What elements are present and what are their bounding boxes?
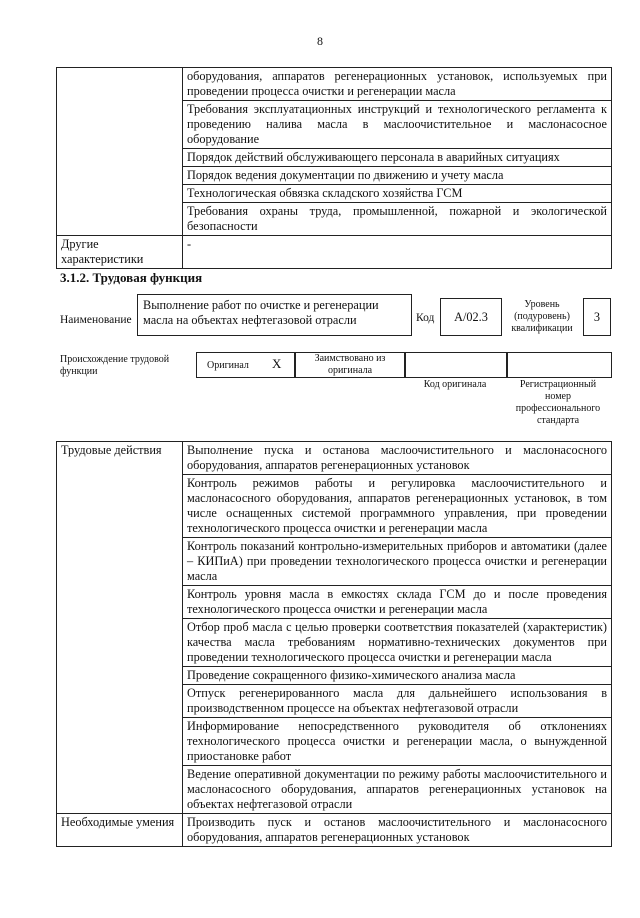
origin-label: Происхождение трудовой функции (60, 354, 170, 377)
table-row (57, 68, 612, 101)
labor-actions-label: Трудовые действия (57, 442, 183, 814)
table-cell: Требования охраны труда, промышленной, пожарной и экологической безопасности (183, 203, 612, 236)
code-value-box: А/02.3 (440, 298, 502, 336)
table-row (57, 442, 612, 475)
table-cell: оборудования, аппаратов регенерационных установок, используемых при проведении процесса очистки и регенерации масла (183, 68, 612, 101)
table-cell: Порядок ведения документации по движению и учету масла (183, 167, 612, 185)
required-skills-label: Необходимые умения (57, 814, 183, 847)
labor-action-item: Контроль уровня масла в емкостях склада ГСМ до и после проведения технологического процесса очистки и регенерации масла (183, 586, 612, 619)
labor-action-item: Проведение сокращенного физико-химического анализа масла (183, 667, 612, 685)
other-characteristics-label: Другие характеристики (57, 236, 183, 269)
table-cell: Порядок действий обслуживающего персонала в аварийных ситуациях (183, 149, 612, 167)
original-label: Оригинал (207, 360, 249, 371)
page-number: 8 (317, 34, 323, 48)
labor-action-item: Информирование непосредственного руководителя об отклонениях технологического процесса очистки и регенерации масла, о вынужденной приостановке работ (183, 718, 612, 766)
labor-action-item: Ведение оперативной документации по режиму работы маслоочистительного и маслонасосного оборудования, аппаратов регенерационных установок на объектах нефтегазовой отрасли (183, 766, 612, 814)
other-characteristics-value: - (183, 236, 612, 269)
labor-actions-table (56, 441, 612, 847)
reg-number-label: Регистрационный номер профессионального стандарта (515, 379, 601, 426)
skill-item: Производить пуск и останов маслоочистительного и маслонасосного оборудования, аппаратов регенерационных установок (183, 814, 612, 847)
origin-divider (506, 352, 508, 378)
level-label: Уровень (подуровень) квалификации (511, 299, 573, 334)
table-cell: Технологическая обвязка складского хозяйства ГСМ (183, 185, 612, 203)
section-heading: 3.1.2. Трудовая функция (60, 270, 203, 285)
labor-action-item: Отбор проб масла с целью проверки соответствия показателей (характеристик) качества масла требованиям нормативно-технических документов при проведении технологического процесса очистки и регенерации масла (183, 619, 612, 667)
labor-action-item: Выполнение пуска и останова маслоочистительного и маслонасосного оборудования, аппаратов регенерационных установок (183, 442, 612, 475)
table-row (57, 236, 612, 269)
original-code-label: Код оригинала (423, 379, 487, 390)
table-row (57, 814, 612, 847)
origin-divider (294, 352, 296, 378)
row-label-cell (57, 68, 183, 236)
name-label: Наименование (60, 314, 132, 326)
level-value-box: 3 (583, 298, 611, 336)
labor-action-item: Контроль показаний контрольно-измерительных приборов и автоматики (далее – КИПиА) при проведении технологического процесса очистки и регенерации масла (183, 538, 612, 586)
borrowed-label: Заимствовано из оригинала (314, 353, 386, 376)
function-name-box: Выполнение работ по очистке и регенерации масла на объектах нефтегазовой отрасли (137, 294, 412, 336)
code-label: Код (416, 312, 435, 324)
table-cell: Требования эксплуатационных инструкций и технологического регламента к проведению налива масла в маслоочистительное и маслонасосное оборудование (183, 101, 612, 149)
knowledge-table-continuation (56, 67, 612, 269)
labor-action-item: Отпуск регенерированного масла для дальнейшего использования в производственном процессе на объектах нефтегазовой отрасли (183, 685, 612, 718)
original-mark: X (272, 356, 282, 371)
labor-action-item: Контроль режимов работы и регулировка маслоочистительного и маслонасосного оборудования, аппаратов регенерационных установок, в том числе оснащенных системой программного управления, при проведении технологического процесса очистки и регенерации масла (183, 475, 612, 538)
origin-divider (404, 352, 406, 378)
